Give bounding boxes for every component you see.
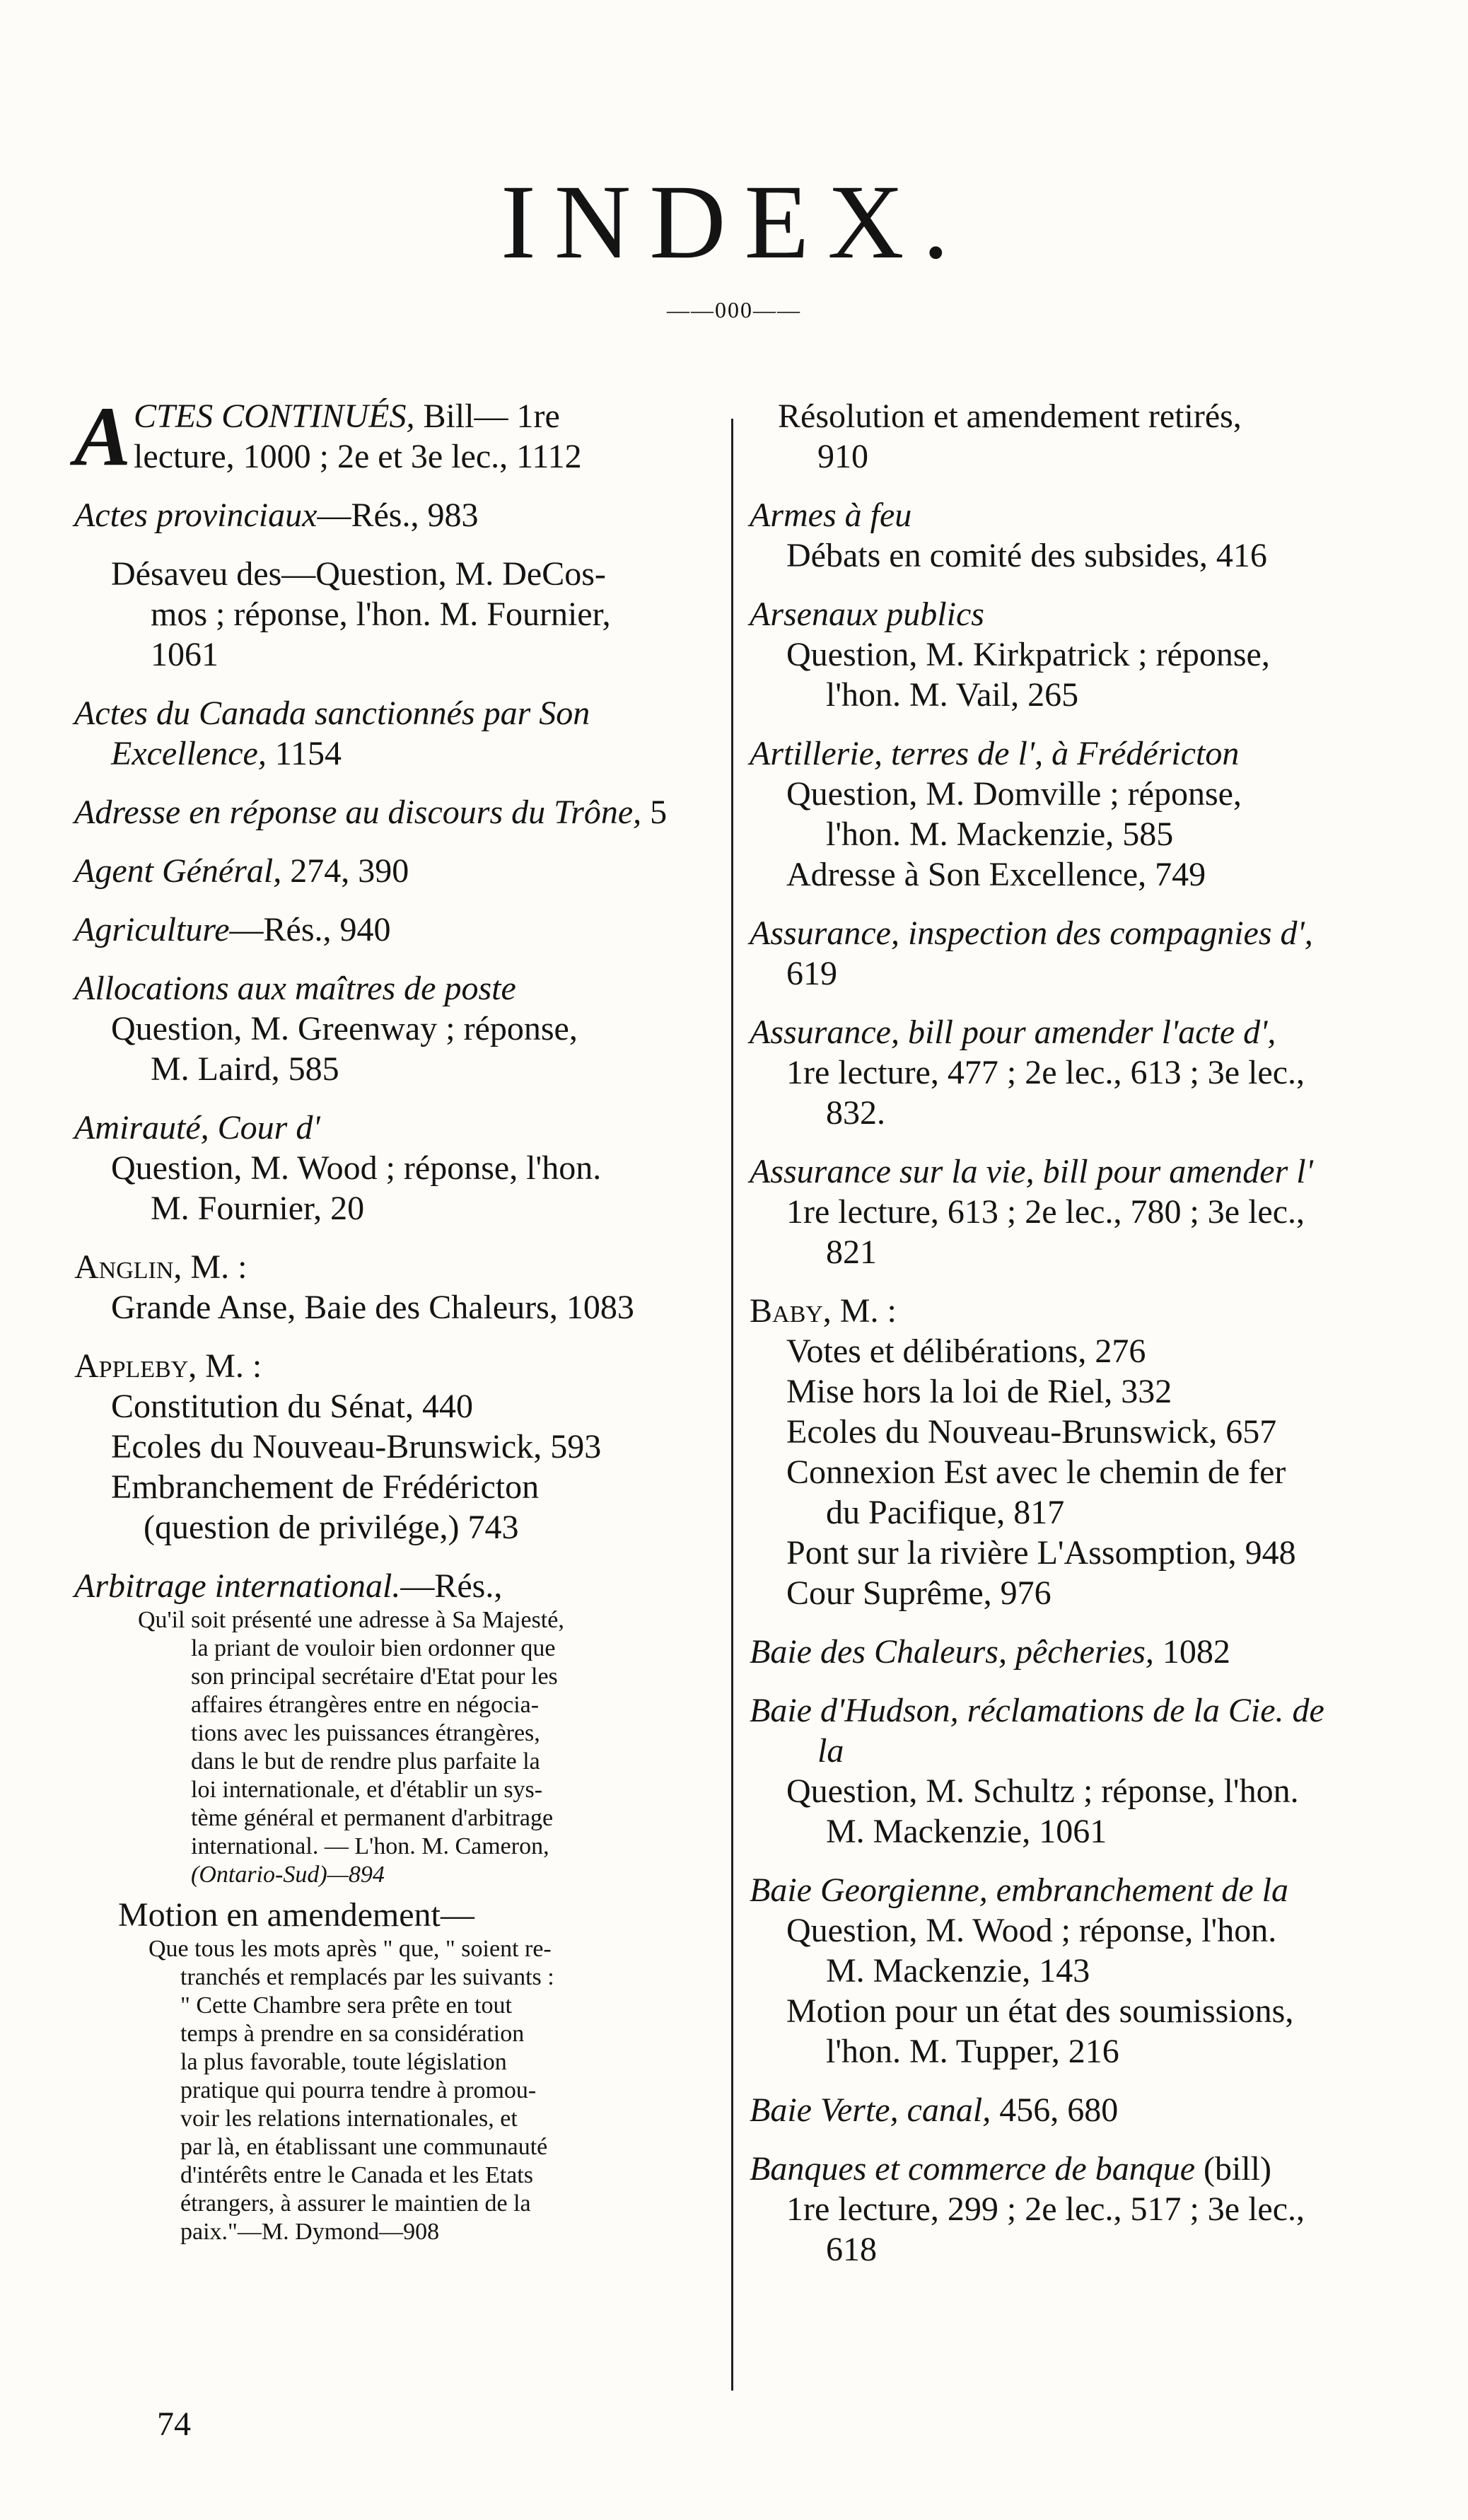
entry-line: Question, M. Kirkpatrick ; réponse,	[786, 636, 1270, 673]
index-entry-banques	[750, 2149, 1394, 2270]
entry-heading: Adresse en réponse au discours du Trône,	[74, 794, 642, 831]
entry-line: 1re lecture, 613 ; 2e lec., 780 ; 3e lec.,	[786, 1193, 1305, 1231]
entry-line: 832.	[826, 1094, 885, 1132]
index-entry-amiraute	[74, 1108, 711, 1229]
entry-line: M. Laird, 585	[151, 1050, 339, 1088]
motion-text: Que tous les mots après " que, " soient re-	[148, 1936, 552, 1962]
entry-line: Pont sur la rivière L'Assomption, 948	[786, 1534, 1296, 1572]
entry-line: 618	[826, 2231, 877, 2268]
entry-heading: CTES CONTINUÉS,	[134, 397, 415, 435]
index-entry-allocations	[74, 968, 711, 1089]
motion-text: d'intérêts entre le Canada et les Etats	[180, 2162, 533, 2188]
entry-heading: Actes du Canada sanctionnés par Son	[74, 695, 590, 732]
entry-heading: Assurance, bill pour amender l'acte d',	[750, 1014, 1276, 1051]
entry-text: 1154	[266, 735, 342, 772]
entry-heading: Excellence,	[111, 735, 267, 772]
entry-line: l'hon. M. Tupper, 216	[826, 2033, 1119, 2070]
index-entry-resolution-retiree	[750, 396, 1394, 477]
entry-heading: Allocations aux maîtres de poste	[74, 970, 516, 1007]
entry-heading: Agent Général,	[74, 852, 282, 890]
entry-heading: la	[817, 1732, 844, 1770]
entry-line: 910	[817, 438, 868, 475]
index-entry-baie-hudson	[750, 1690, 1394, 1852]
entry-text: —Rés., 940	[229, 911, 391, 948]
entry-heading: Appleby, M. :	[74, 1347, 262, 1385]
entry-line: Question, M. Wood ; réponse, l'hon.	[111, 1149, 602, 1187]
entry-line: Connexion Est avec le chemin de fer	[786, 1453, 1286, 1491]
entry-text: —Rés., 983	[317, 497, 479, 534]
entry-line: Ecoles du Nouveau-Brunswick, 657	[786, 1413, 1277, 1451]
motion-heading: Motion en amendement—	[118, 1896, 474, 1934]
entry-line: mos ; réponse, l'hon. M. Fournier,	[151, 596, 611, 633]
entry-text: (bill)	[1195, 2150, 1271, 2188]
entry-line: M. Fournier, 20	[151, 1190, 365, 1227]
entry-line: 1re lecture, 477 ; 2e lec., 613 ; 3e lec.,	[786, 1054, 1305, 1091]
index-entry-desaveu	[74, 554, 711, 675]
entry-line: Cour Suprême, 976	[786, 1574, 1052, 1612]
entry-heading: Assurance sur la vie, bill pour amender l'	[750, 1153, 1313, 1190]
entry-line: Désaveu des—Question, M. DeCos-	[111, 555, 606, 593]
index-entry-appleby	[74, 1346, 711, 1548]
index-entry-armes	[750, 495, 1394, 576]
entry-line: lecture, 1000 ; 2e et 3e lec., 1112	[134, 438, 582, 475]
entry-line: Résolution et amendement retirés,	[778, 397, 1242, 435]
resolution-text: dans le but de rendre plus parfaite la	[191, 1748, 540, 1775]
index-entry-actes-du-canada	[74, 693, 711, 774]
entry-line: du Pacifique, 817	[826, 1494, 1065, 1531]
entry-text: 274, 390	[281, 852, 409, 890]
motion-text: temps à prendre en sa considération	[180, 2021, 525, 2047]
entry-line: l'hon. M. Vail, 265	[826, 676, 1079, 714]
entry-line: Embranchement de Frédéricton	[111, 1468, 540, 1506]
motion-text: par là, en établissant une communauté	[180, 2134, 548, 2160]
entry-heading: Banques et commerce de banque	[750, 2150, 1195, 2188]
entry-heading: Amirauté, Cour d'	[74, 1109, 320, 1146]
motion-text: " Cette Chambre sera prête en tout	[180, 1992, 512, 2019]
entry-line: (question de privilége,) 743	[144, 1509, 519, 1546]
entry-line: Mise hors la loi de Riel, 332	[786, 1373, 1172, 1410]
index-entry-adresse	[74, 792, 711, 832]
index-entry-baby	[750, 1291, 1394, 1613]
entry-text: Bill— 1re	[414, 397, 560, 435]
entry-heading: Baie d'Hudson, réclamations de la Cie. de	[750, 1692, 1324, 1729]
page-title: INDEX.	[500, 163, 968, 281]
entry-line: 821	[826, 1233, 877, 1271]
resolution-text: tions avec les puissances étrangères,	[191, 1720, 540, 1746]
drop-cap: A	[74, 389, 132, 483]
index-entry-agent-general	[74, 851, 711, 891]
index-entry-agriculture	[74, 910, 711, 950]
entry-line: Question, M. Wood ; réponse, l'hon.	[786, 1912, 1277, 1949]
index-entry-arbitrage	[74, 1566, 711, 2246]
index-entry-baie-verte	[750, 2090, 1394, 2130]
entry-line: Constitution du Sénat, 440	[111, 1388, 474, 1425]
motion-text: étrangers, à assurer le maintien de la	[180, 2190, 531, 2217]
entry-heading: Anglin, M. :	[74, 1248, 247, 1286]
entry-line: Question, M. Schultz ; réponse, l'hon.	[786, 1772, 1299, 1810]
entry-line: Question, M. Greenway ; réponse,	[111, 1010, 578, 1047]
entry-line: Ecoles du Nouveau-Brunswick, 593	[111, 1428, 602, 1465]
index-entry-baie-chaleurs	[750, 1632, 1394, 1672]
index-entry-assurance-bill	[750, 1012, 1394, 1133]
entry-text: 456, 680	[991, 2091, 1119, 2129]
entry-line: 1re lecture, 299 ; 2e lec., 517 ; 3e lec.,	[786, 2190, 1305, 2228]
resolution-text: tème général et permanent d'arbitrage	[191, 1805, 554, 1831]
motion-text: tranchés et remplacés par les suivants :	[180, 1964, 554, 1990]
entry-heading: Baby, M. :	[750, 1292, 897, 1330]
right-column	[750, 396, 1394, 2288]
column-rule	[731, 419, 733, 2391]
entry-heading: Assurance, inspection des compagnies d',	[750, 914, 1313, 952]
entry-line: Motion pour un état des soumissions,	[786, 1992, 1294, 2030]
entry-line: Question, M. Domville ; réponse,	[786, 775, 1242, 813]
motion-text: voir les relations internationales, et	[180, 2106, 518, 2132]
entry-line: l'hon. M. Mackenzie, 585	[826, 815, 1174, 853]
resolution-text: affaires étrangères entre en négocia-	[191, 1692, 540, 1718]
entry-heading: Baie Verte, canal,	[750, 2091, 991, 2129]
entry-heading: Baie des Chaleurs, pêcheries,	[750, 1633, 1154, 1671]
entry-text: —Rés.,	[400, 1567, 503, 1605]
entry-line: Grande Anse, Baie des Chaleurs, 1083	[111, 1289, 634, 1326]
entry-heading: Arsenaux publics	[750, 596, 984, 633]
resolution-text: son principal secrétaire d'Etat pour les	[191, 1663, 558, 1690]
resolution-text: la priant de vouloir bien ordonner que	[191, 1635, 556, 1661]
resolution-text: international. — L'hon. M. Cameron,	[191, 1833, 549, 1859]
resolution-text: loi internationale, et d'établir un sys-	[191, 1777, 543, 1803]
entry-line: 619	[786, 955, 837, 992]
entry-line: Votes et délibérations, 276	[786, 1332, 1146, 1370]
left-column	[74, 389, 711, 2265]
entry-line: M. Mackenzie, 1061	[826, 1813, 1107, 1850]
index-entry-assurance-vie	[750, 1151, 1394, 1272]
motion-text: paix."—M. Dymond—908	[180, 2219, 440, 2245]
entry-text: 5	[641, 794, 668, 831]
title-divider: ——000——	[667, 297, 801, 323]
index-entry-anglin	[74, 1247, 711, 1328]
index-entry-actes-continues	[74, 389, 711, 483]
entry-line: Adresse à Son Excellence, 749	[786, 856, 1206, 893]
resolution-text: (Ontario-Sud)—894	[191, 1862, 385, 1888]
index-entry-arsenaux	[750, 594, 1394, 715]
index-entry-actes-provinciaux	[74, 495, 711, 535]
entry-heading: Arbitrage international.	[74, 1567, 401, 1605]
index-entry-baie-georgienne	[750, 1870, 1394, 2072]
entry-heading: Armes à feu	[750, 497, 912, 534]
entry-text: 1082	[1153, 1633, 1230, 1671]
motion-text: pratique qui pourra tendre à promou-	[180, 2077, 537, 2103]
entry-heading: Agriculture	[74, 911, 230, 948]
entry-heading: Actes provinciaux	[74, 497, 318, 534]
entry-line: M. Mackenzie, 143	[826, 1952, 1090, 1990]
page-number: 74	[157, 2405, 191, 2443]
index-entry-artillerie	[750, 733, 1394, 895]
entry-line: 1061	[151, 636, 219, 673]
entry-line: Débats en comité des subsides, 416	[786, 537, 1267, 574]
resolution-text: Qu'il soit présenté une adresse à Sa Majesté,	[138, 1607, 564, 1633]
motion-text: la plus favorable, toute législation	[180, 2049, 507, 2075]
entry-heading: Baie Georgienne, embranchement de la	[750, 1871, 1288, 1909]
entry-heading: Artillerie, terres de l', à Frédéricton	[750, 735, 1240, 772]
index-entry-assurance-inspection	[750, 913, 1394, 994]
